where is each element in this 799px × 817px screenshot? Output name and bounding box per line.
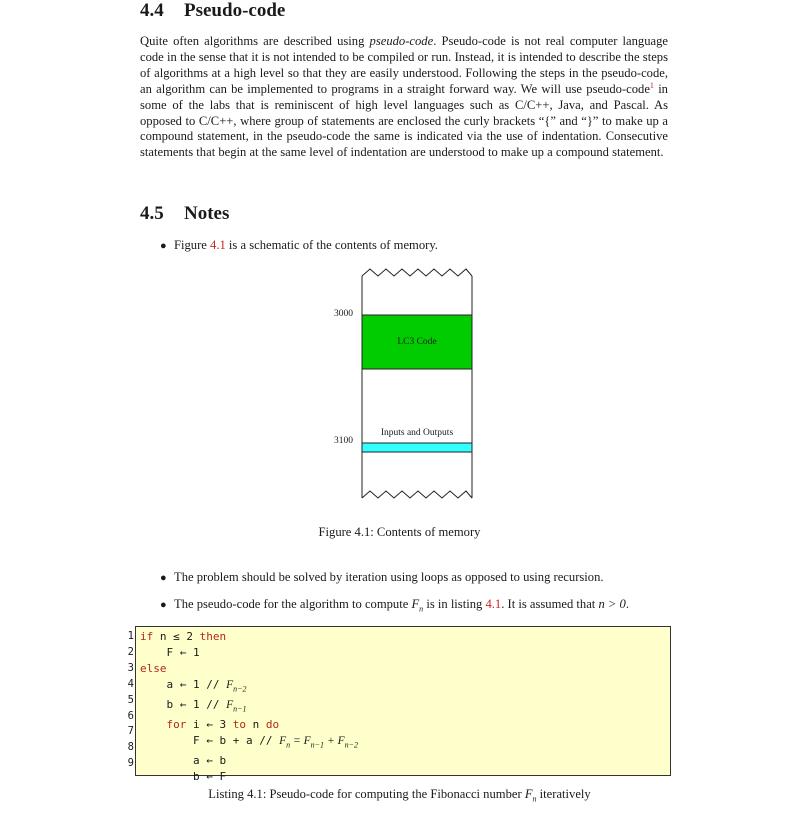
code-line-3: else xyxy=(140,661,167,675)
section-heading-pseudocode xyxy=(140,0,285,22)
code-line-6: for i ← 3 to n do xyxy=(166,718,280,732)
paragraph-text-1: Quite often algorithms are described using xyxy=(140,34,370,48)
code-line-2: F ← 1 xyxy=(140,645,200,659)
section-heading-notes xyxy=(140,203,229,225)
listing-caption xyxy=(0,787,799,804)
line-number: 5 xyxy=(127,693,134,706)
section-title: Notes xyxy=(184,203,230,224)
math-condition: n > 0 xyxy=(598,597,626,611)
bullet-listing-ref xyxy=(160,596,629,618)
bullet-figure-ref xyxy=(160,237,438,254)
section-number: 4.4 xyxy=(140,0,164,21)
line-number: 1 xyxy=(127,630,134,642)
code-line-7: F ← $b + a // F_n = F_{n-1} + F_{n-2}$ xyxy=(140,734,359,750)
bullet-text: The problem should be solved by iteration using loops as opposed to using recursion. xyxy=(174,570,604,584)
line-numbers xyxy=(120,629,136,772)
code-line-8: a ← b xyxy=(140,754,227,768)
math-fn: $F_n$ xyxy=(411,597,424,614)
line-number: 7 xyxy=(127,725,134,738)
code-line-1: if n ≤ 2 then xyxy=(140,630,227,643)
paragraph-text-3: in some of the labs that is reminiscent of high level languages such as C/C++, Java, and Pascal. As opposed to C/C++, where group of statements are enclosed the curly brackets “{” and “}” to make up a compound statement, in the pseudo-code the same is indicated via the use of indentation. Consecutive statements that begin at the same level of indentation are understood to make up a compound statement. xyxy=(140,81,668,160)
bullet-icon: ● xyxy=(160,599,167,611)
lc3-code-label: LC3 Code xyxy=(397,337,437,347)
listing-caption-text: Listing 4.1: Pseudo-code for computing the Fibonacci number xyxy=(208,787,525,801)
bullet-text: Figure xyxy=(174,238,211,252)
section-number: 4.5 xyxy=(140,203,164,224)
line-number: 4 xyxy=(127,677,134,690)
io-label: Inputs and Outputs xyxy=(380,428,454,438)
paragraph-emphasis: pseudo-code xyxy=(369,34,434,48)
io-block xyxy=(362,443,472,452)
address-3000: 3000 xyxy=(334,309,353,319)
line-number: 8 xyxy=(127,741,134,754)
line-number: 9 xyxy=(127,757,134,770)
paragraph-text-2: . Pseudo-code is not real computer language code in the sense that it is not intended to be compiled or run. Instead, it is intended to describe the steps of algorithms at a high level so that they are easily understood. Following the steps in the pseudo-code, an algorithm can be implemented to programs in a straight forward way. We will use pseudo-code xyxy=(140,34,668,96)
bullet-text: The pseudo-code for the algorithm to compute xyxy=(174,597,412,611)
figure-caption: Figure 4.1: Contents of memory xyxy=(318,525,481,539)
code-body xyxy=(140,629,358,785)
math-fn: $F_n$ xyxy=(524,787,537,804)
pseudocode-paragraph xyxy=(140,34,668,161)
code-line-9: b ← F xyxy=(140,770,227,784)
bullet-iteration xyxy=(160,569,604,586)
bullet-text: is a schematic of the contents of memory. xyxy=(225,238,438,252)
code-line-4: a ← $1 // F_{n-2}$ xyxy=(140,677,247,694)
bullet-text: is in listing xyxy=(423,597,486,611)
memory-diagram xyxy=(330,262,490,512)
line-number: 2 xyxy=(127,645,134,658)
section-title: Pseudo-code xyxy=(184,0,286,21)
bullet-icon: ● xyxy=(160,572,167,584)
listing-caption-text: iteratively xyxy=(536,787,591,801)
memory-break-top xyxy=(362,269,472,276)
bullet-text: . It is assumed that xyxy=(501,597,599,611)
line-number: 6 xyxy=(127,709,134,722)
address-3100: 3100 xyxy=(334,436,353,446)
line-number: 3 xyxy=(127,661,134,674)
footnote-marker[interactable]: 1 xyxy=(649,80,654,90)
bullet-text: . xyxy=(625,597,629,611)
code-line-5: b ← $1 // F_{n-1}$ xyxy=(140,697,247,714)
bullet-icon: ● xyxy=(160,240,167,252)
memory-break-bottom xyxy=(362,491,472,498)
figure-link[interactable]: 4.1 xyxy=(210,238,226,252)
listing-link[interactable]: 4.1 xyxy=(485,597,502,611)
